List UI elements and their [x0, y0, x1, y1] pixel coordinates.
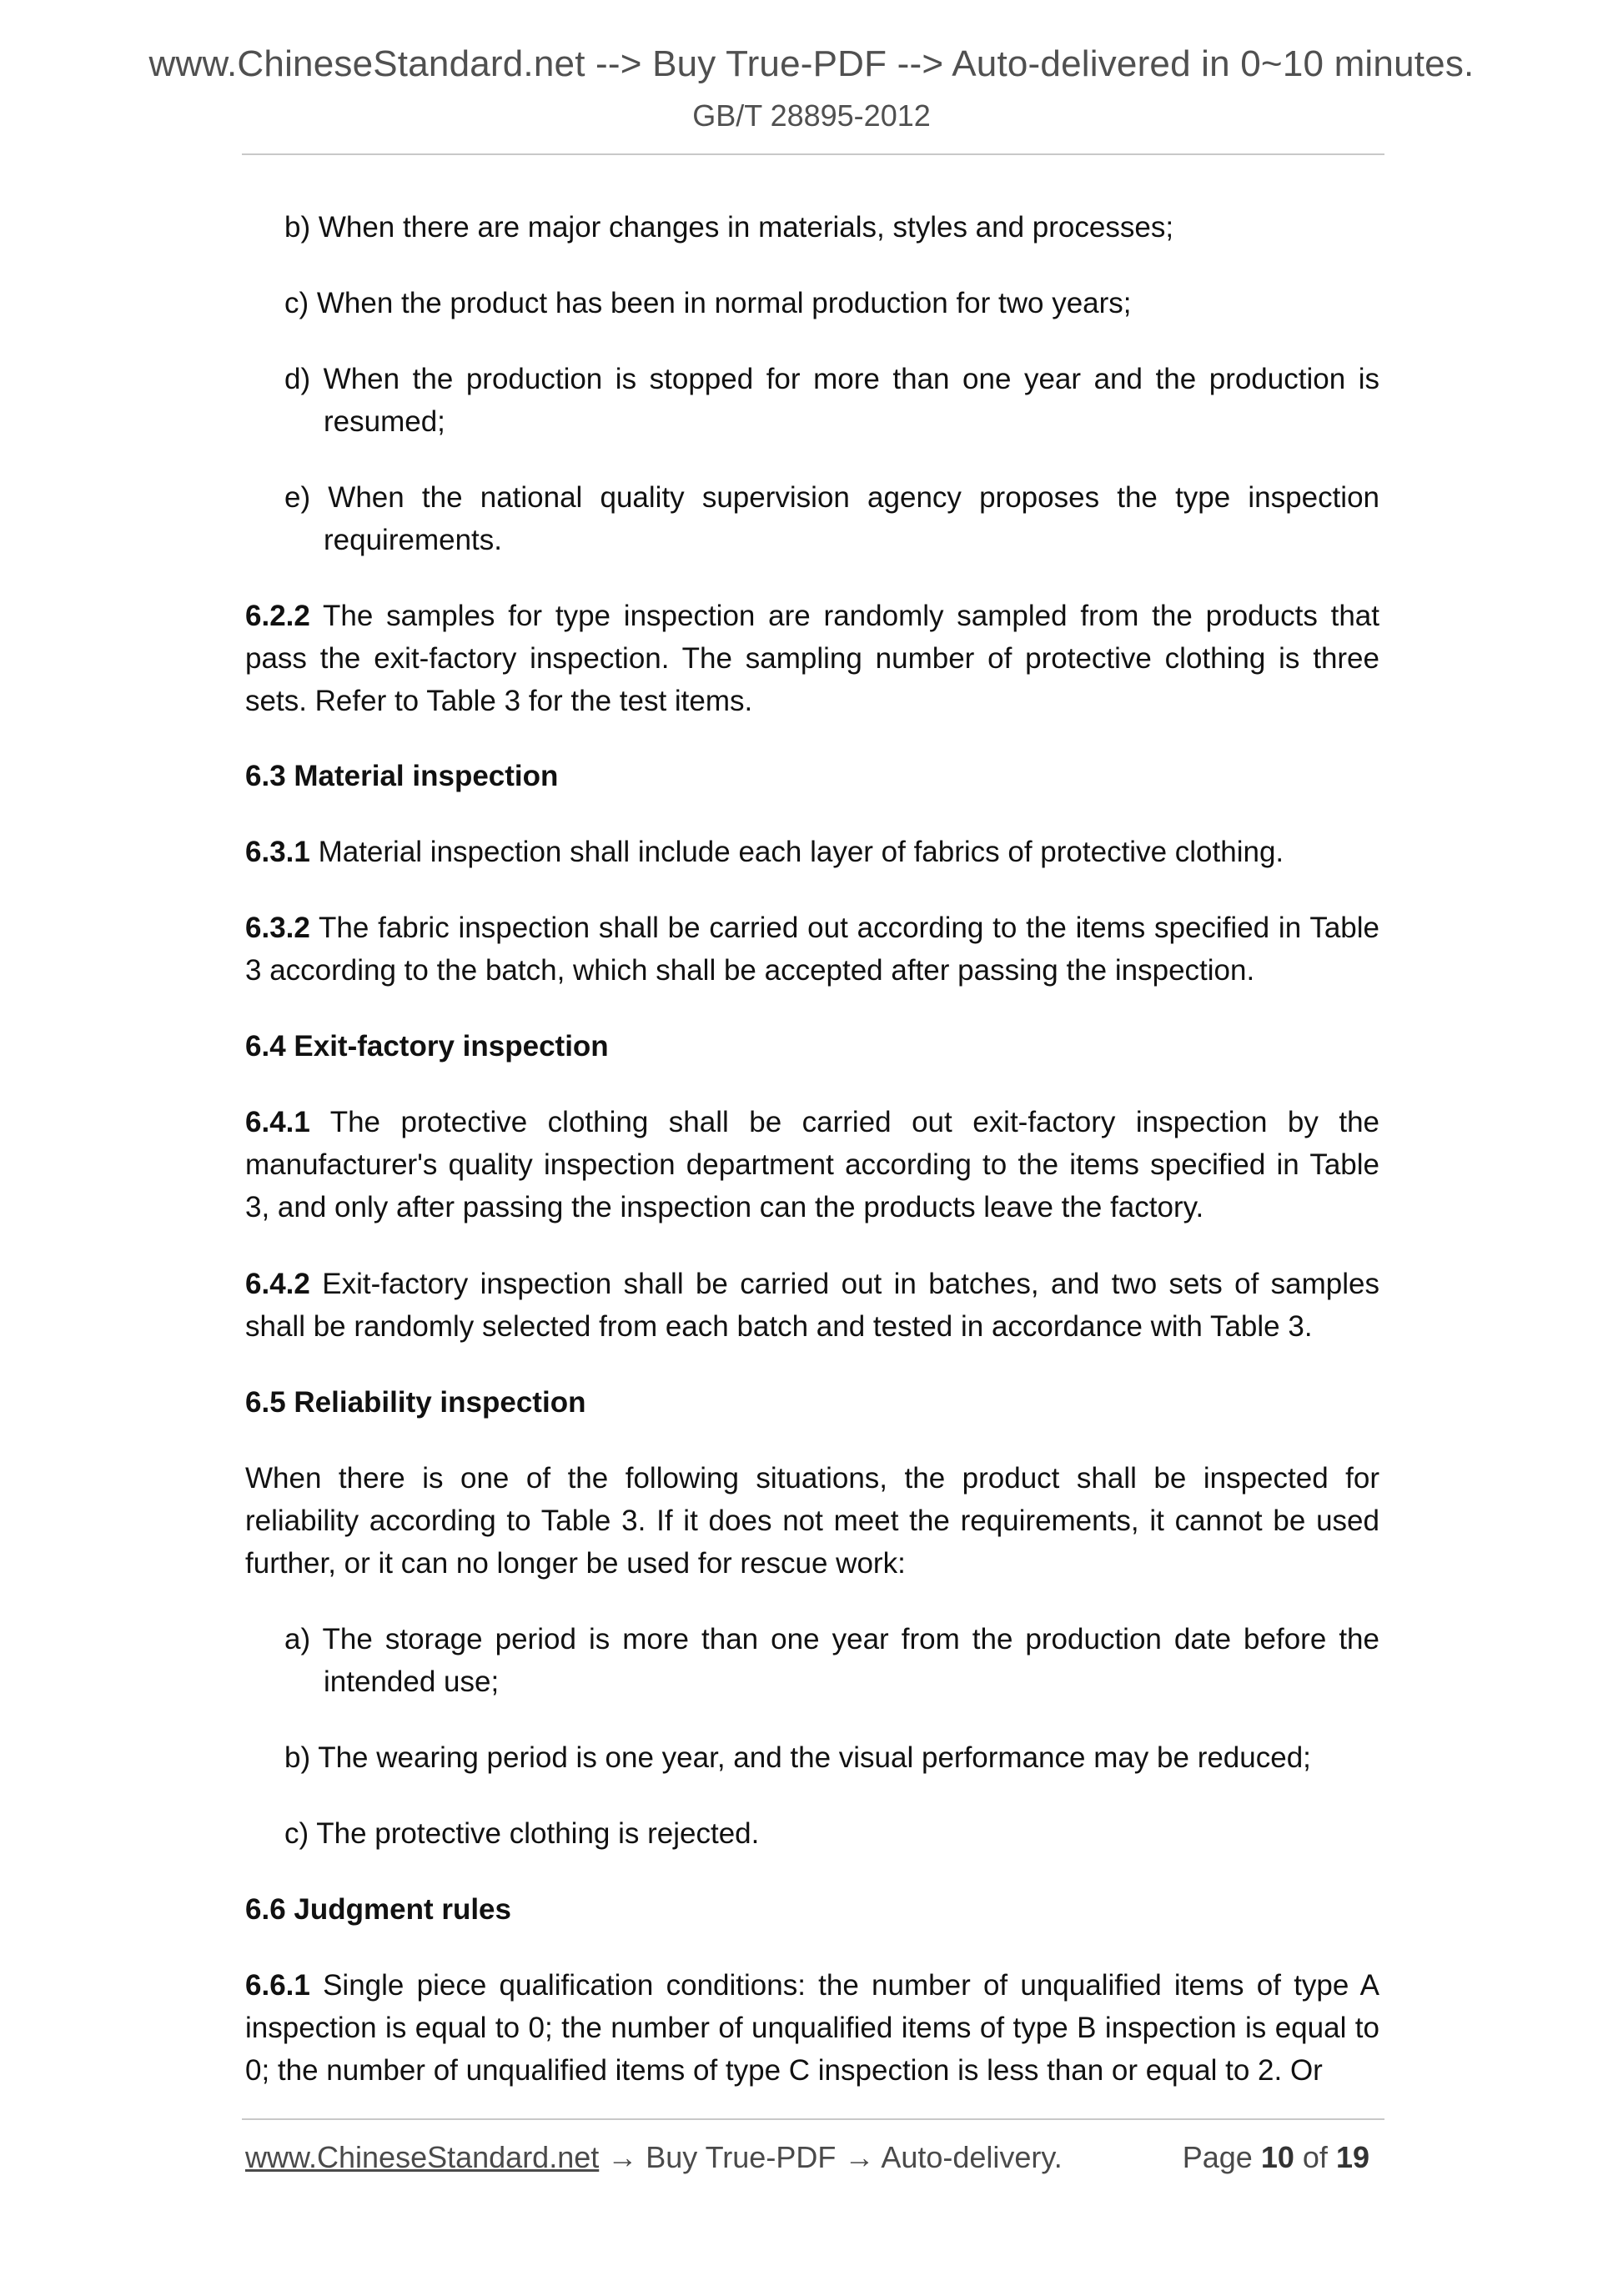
clause-6-3-2: [245, 907, 1379, 992]
top-banner: www.ChineseStandard.net --> Buy True-PDF --> Auto-delivered in 0~10 minutes.: [148, 43, 1475, 84]
clause-text: Material inspection shall include each layer of fabrics of protective clothing.: [309, 836, 1284, 868]
clause-text: Exit-factory inspection shall be carried out in batches, and two sets of samples shall be randomly selected from each batch and tested in accordance with Table 3.: [245, 1268, 1379, 1343]
current-page: 10: [1260, 2140, 1294, 2174]
page-of-label: of: [1302, 2140, 1328, 2174]
clause-number: 6.3.2: [245, 912, 310, 944]
paragraph-6-5: When there is one of the following situations, the product shall be inspected for reliability according to Table 3. If it does not meet the requirements, it cannot be used further, or it can no longer be used for rescue work:: [245, 1462, 1379, 1580]
clause-6-4-1: [245, 1101, 1379, 1228]
footer-site-link[interactable]: www.ChineseStandard.net: [245, 2140, 600, 2174]
clause-6-2-2: [245, 595, 1379, 722]
list-item-c: c) The protective clothing is rejected.: [284, 1817, 760, 1850]
footer-divider: [242, 2118, 1384, 2120]
header-divider: [242, 153, 1384, 155]
clause-6-3-1: [245, 831, 1379, 873]
clause-text: Single piece qualification conditions: the number of unqualified items of type A inspection is equal to 0; the number of unqualified items of type B inspection is equal to 0; the number of unqualified items of type C inspection is less than or equal to 2. Or: [245, 1969, 1379, 2087]
total-pages: 19: [1335, 2140, 1369, 2174]
list-item-b: b) The wearing period is one year, and the visual performance may be reduced;: [284, 1741, 1311, 1774]
clause-number: 6.6.1: [245, 1969, 310, 2002]
standard-code: GB/T 28895-2012: [692, 98, 931, 133]
list-item-c: c) When the product has been in normal production for two years;: [284, 287, 1132, 319]
list-item-b: b) When there are major changes in materials, styles and processes;: [284, 211, 1174, 244]
clause-text: The fabric inspection shall be carried out according to the items specified in Table 3 according to the batch, which shall be accepted after passing the inspection.: [245, 912, 1379, 987]
clause-number: 6.3.1: [245, 836, 310, 868]
heading-6-3: 6.3 Material inspection: [245, 760, 559, 792]
clause-text: The samples for type inspection are randomly sampled from the products that pass the exit-factory inspection. The sampling number of protective clothing is three sets. Refer to Table 3 for the test items.: [245, 600, 1379, 717]
footer-tagline: → Buy True-PDF → Auto-delivery.: [599, 2140, 1063, 2174]
clause-text: The protective clothing shall be carried out exit-factory inspection by the manufacturer's quality inspection department according to the items specified in Table 3, and only after passing the inspection can the products leave the factory.: [245, 1106, 1379, 1223]
clause-number: 6.2.2: [245, 600, 310, 632]
page-label: Page: [1182, 2140, 1253, 2174]
clause-number: 6.4.2: [245, 1268, 310, 1300]
heading-6-6: 6.6 Judgment rules: [245, 1893, 511, 1926]
list-item-e: e) When the national quality supervision agency proposes the type inspection requirements.: [284, 481, 1379, 556]
footer-promo: [245, 2140, 1063, 2175]
page-number: [1183, 2140, 1369, 2175]
clause-6-6-1: [245, 1964, 1379, 2092]
clause-number: 6.4.1: [245, 1106, 310, 1138]
heading-6-4: 6.4 Exit-factory inspection: [245, 1030, 609, 1063]
heading-6-5: 6.5 Reliability inspection: [245, 1386, 586, 1419]
list-item-a: a) The storage period is more than one year from the production date before the intended use;: [284, 1623, 1379, 1698]
list-item-d: d) When the production is stopped for more than one year and the production is resumed;: [284, 363, 1379, 438]
clause-6-4-2: [245, 1263, 1379, 1348]
